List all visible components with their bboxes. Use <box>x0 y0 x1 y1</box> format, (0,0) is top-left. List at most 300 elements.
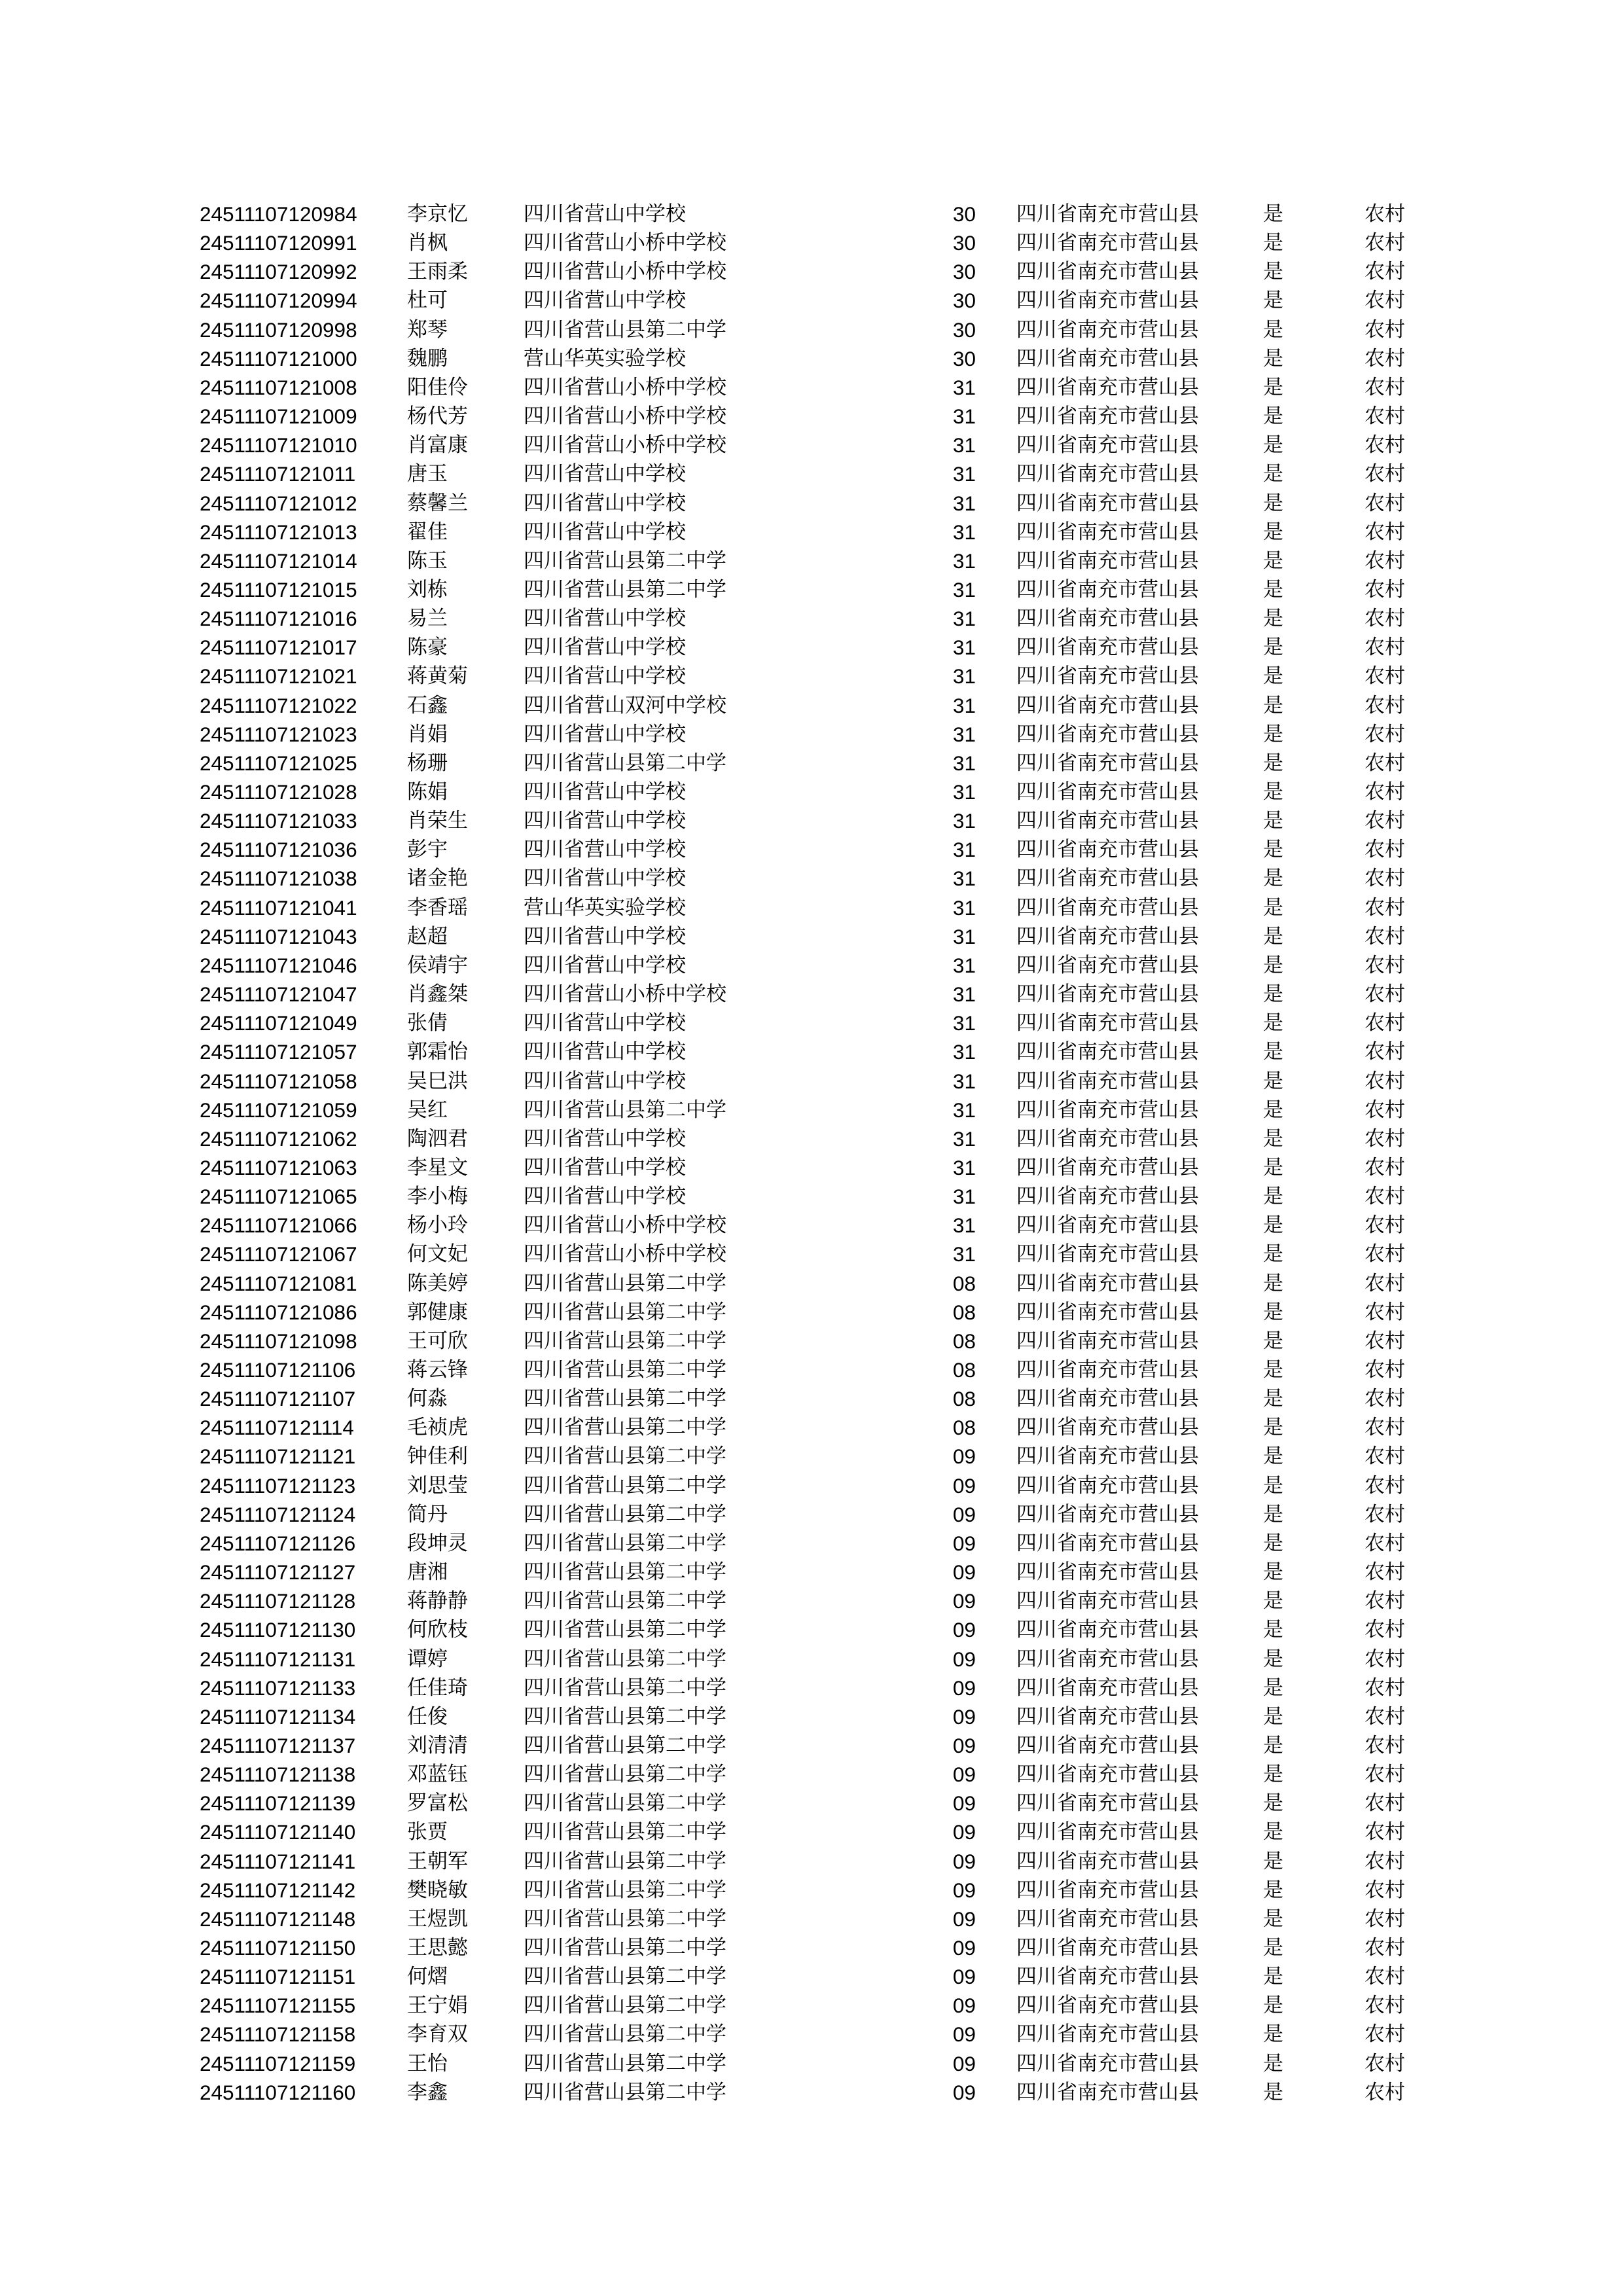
cell-id: 24511107121036 <box>200 838 357 862</box>
cell-school: 四川省营山中学校 <box>524 838 686 862</box>
cell-id: 24511107120984 <box>200 202 357 226</box>
cell-name: 李星文 <box>407 1156 468 1179</box>
cell-code: 31 <box>953 924 976 948</box>
cell-school: 四川省营山县第二中学 <box>524 1676 726 1700</box>
cell-flag: 是 <box>1263 1011 1283 1035</box>
cell-school: 四川省营山中学校 <box>524 924 686 948</box>
cell-region: 四川省南充市营山县 <box>1016 2051 1199 2075</box>
cell-type: 农村 <box>1364 1849 1405 1873</box>
cell-id: 24511107120994 <box>200 289 357 313</box>
table-row <box>0 1847 1623 1876</box>
cell-region: 四川省南充市营山县 <box>1016 1589 1199 1613</box>
cell-id: 24511107121015 <box>200 577 357 601</box>
cell-type: 农村 <box>1364 1358 1405 1382</box>
cell-flag: 是 <box>1263 1473 1283 1498</box>
cell-flag: 是 <box>1263 924 1283 948</box>
cell-code: 31 <box>953 520 976 544</box>
cell-school: 四川省营山县第二中学 <box>524 1907 726 1931</box>
table-row <box>0 749 1623 778</box>
cell-name: 唐玉 <box>407 462 448 486</box>
cell-code: 31 <box>953 1011 976 1035</box>
cell-region: 四川省南充市营山县 <box>1016 1965 1199 1989</box>
cell-id: 24511107121150 <box>200 1936 356 1960</box>
table-row <box>0 864 1623 893</box>
cell-region: 四川省南充市营山县 <box>1016 751 1199 775</box>
cell-region: 四川省南充市营山县 <box>1016 1936 1199 1960</box>
table-row <box>0 228 1623 257</box>
table-row <box>0 200 1623 228</box>
cell-id: 24511107120992 <box>200 260 357 284</box>
cell-region: 四川省南充市营山县 <box>1016 664 1199 689</box>
cell-flag: 是 <box>1263 1791 1283 1816</box>
cell-type: 农村 <box>1364 1531 1405 1555</box>
table-row <box>0 778 1623 806</box>
cell-school: 四川省营山县第二中学 <box>524 2022 726 2047</box>
cell-code: 31 <box>953 462 976 486</box>
cell-id: 24511107121063 <box>200 1156 357 1179</box>
cell-code: 31 <box>953 953 976 977</box>
cell-school: 四川省营山中学校 <box>524 722 686 746</box>
cell-code: 31 <box>953 1156 976 1179</box>
cell-flag: 是 <box>1263 1531 1283 1555</box>
cell-type: 农村 <box>1364 1791 1405 1816</box>
cell-flag: 是 <box>1263 520 1283 544</box>
cell-name: 任佳琦 <box>407 1676 468 1700</box>
cell-id: 24511107121137 <box>200 1733 356 1757</box>
cell-type: 农村 <box>1364 1126 1405 1151</box>
cell-region: 四川省南充市营山县 <box>1016 1416 1199 1440</box>
cell-type: 农村 <box>1364 953 1405 977</box>
cell-school: 四川省营山县第二中学 <box>524 2080 726 2104</box>
cell-region: 四川省南充市营山县 <box>1016 1733 1199 1757</box>
cell-flag: 是 <box>1263 722 1283 746</box>
cell-school: 四川省营山中学校 <box>524 953 686 977</box>
cell-region: 四川省南充市营山县 <box>1016 1994 1199 2018</box>
cell-type: 农村 <box>1364 751 1405 775</box>
cell-flag: 是 <box>1263 1849 1283 1873</box>
table-row <box>0 1182 1623 1211</box>
cell-id: 24511107121028 <box>200 780 357 804</box>
table-row <box>0 1471 1623 1500</box>
cell-type: 农村 <box>1364 1763 1405 1787</box>
cell-school: 四川省营山中学校 <box>524 462 686 486</box>
cell-name: 罗富松 <box>407 1791 468 1816</box>
table-row <box>0 1327 1623 1355</box>
cell-code: 09 <box>953 1647 976 1671</box>
cell-name: 杨珊 <box>407 751 448 775</box>
cell-type: 农村 <box>1364 1444 1405 1469</box>
table-row <box>0 1760 1623 1789</box>
cell-type: 农村 <box>1364 491 1405 515</box>
cell-code: 09 <box>953 1878 976 1902</box>
table-row <box>0 633 1623 662</box>
cell-type: 农村 <box>1364 1589 1405 1613</box>
cell-school: 营山华英实验学校 <box>524 346 686 370</box>
cell-id: 24511107121062 <box>200 1126 357 1151</box>
cell-name: 肖富康 <box>407 433 468 457</box>
cell-code: 09 <box>953 1907 976 1931</box>
table-row <box>0 1009 1623 1037</box>
cell-flag: 是 <box>1263 1156 1283 1179</box>
table-row <box>0 1096 1623 1124</box>
cell-school: 四川省营山小桥中学校 <box>524 260 726 284</box>
cell-name: 王可欣 <box>407 1329 468 1353</box>
cell-name: 魏鹏 <box>407 346 448 370</box>
cell-school: 四川省营山县第二中学 <box>524 1473 726 1498</box>
cell-school: 四川省营山中学校 <box>524 1069 686 1093</box>
cell-type: 农村 <box>1364 520 1405 544</box>
cell-flag: 是 <box>1263 2080 1283 2104</box>
cell-type: 农村 <box>1364 1242 1405 1266</box>
cell-region: 四川省南充市营山县 <box>1016 1647 1199 1671</box>
cell-region: 四川省南充市营山县 <box>1016 780 1199 804</box>
cell-id: 24511107121008 <box>200 375 357 399</box>
cell-region: 四川省南充市营山县 <box>1016 1849 1199 1873</box>
cell-flag: 是 <box>1263 1185 1283 1209</box>
cell-type: 农村 <box>1364 809 1405 833</box>
cell-code: 31 <box>953 1126 976 1151</box>
cell-code: 31 <box>953 1069 976 1093</box>
table-row <box>0 893 1623 922</box>
cell-region: 四川省南充市营山县 <box>1016 1704 1199 1729</box>
cell-school: 四川省营山县第二中学 <box>524 1849 726 1873</box>
cell-type: 农村 <box>1364 1733 1405 1757</box>
cell-name: 诸金艳 <box>407 867 468 891</box>
cell-code: 31 <box>953 751 976 775</box>
cell-school: 四川省营山县第二中学 <box>524 317 726 342</box>
cell-id: 24511107121124 <box>200 1502 356 1526</box>
cell-flag: 是 <box>1263 1965 1283 1989</box>
cell-flag: 是 <box>1263 693 1283 717</box>
cell-id: 24511107121134 <box>200 1704 356 1729</box>
cell-code: 30 <box>953 260 976 284</box>
table-row <box>0 1962 1623 1991</box>
cell-school: 四川省营山县第二中学 <box>524 1965 726 1989</box>
cell-id: 24511107121151 <box>200 1965 356 1989</box>
cell-flag: 是 <box>1263 433 1283 457</box>
cell-type: 农村 <box>1364 1907 1405 1931</box>
cell-region: 四川省南充市营山县 <box>1016 346 1199 370</box>
cell-name: 吴巳洪 <box>407 1069 468 1093</box>
cell-name: 侯靖宇 <box>407 953 468 977</box>
cell-region: 四川省南充市营山县 <box>1016 2080 1199 2104</box>
cell-name: 谭婷 <box>407 1647 448 1671</box>
cell-id: 24511107121126 <box>200 1531 356 1555</box>
table-row <box>0 1355 1623 1384</box>
cell-code: 08 <box>953 1358 976 1382</box>
cell-flag: 是 <box>1263 1502 1283 1526</box>
cell-school: 四川省营山中学校 <box>524 664 686 689</box>
cell-id: 24511107121025 <box>200 751 357 775</box>
cell-name: 刘思莹 <box>407 1473 468 1498</box>
table-row <box>0 1991 1623 2020</box>
cell-name: 何文妃 <box>407 1242 468 1266</box>
table-row <box>0 1933 1623 1962</box>
cell-name: 肖娟 <box>407 722 448 746</box>
cell-flag: 是 <box>1263 636 1283 660</box>
cell-school: 四川省营山中学校 <box>524 607 686 631</box>
cell-flag: 是 <box>1263 260 1283 284</box>
cell-code: 09 <box>953 1849 976 1873</box>
table-row <box>0 1124 1623 1153</box>
cell-code: 30 <box>953 346 976 370</box>
cell-region: 四川省南充市营山县 <box>1016 1358 1199 1382</box>
cell-flag: 是 <box>1263 953 1283 977</box>
cell-type: 农村 <box>1364 895 1405 920</box>
cell-region: 四川省南充市营山县 <box>1016 1069 1199 1093</box>
table-row <box>0 1645 1623 1674</box>
cell-code: 09 <box>953 1618 976 1642</box>
cell-school: 四川省营山县第二中学 <box>524 548 726 573</box>
cell-id: 24511107121127 <box>200 1560 356 1584</box>
cell-type: 农村 <box>1364 231 1405 255</box>
table-row <box>0 604 1623 633</box>
cell-code: 09 <box>953 1560 976 1584</box>
cell-name: 郭霜怡 <box>407 1040 468 1064</box>
table-row <box>0 547 1623 575</box>
cell-type: 农村 <box>1364 1011 1405 1035</box>
cell-id: 24511107121033 <box>200 809 357 833</box>
cell-region: 四川省南充市营山县 <box>1016 1213 1199 1238</box>
table-row <box>0 1153 1623 1182</box>
cell-type: 农村 <box>1364 1156 1405 1179</box>
cell-id: 24511107121141 <box>200 1849 356 1873</box>
table-row <box>0 1211 1623 1240</box>
cell-name: 陶泗君 <box>407 1126 468 1151</box>
cell-id: 24511107121057 <box>200 1040 357 1064</box>
cell-id: 24511107121160 <box>200 2080 356 2104</box>
cell-type: 农村 <box>1364 1213 1405 1238</box>
cell-region: 四川省南充市营山县 <box>1016 1300 1199 1324</box>
cell-id: 24511107121065 <box>200 1185 357 1209</box>
cell-region: 四川省南充市营山县 <box>1016 1242 1199 1266</box>
cell-school: 四川省营山中学校 <box>524 636 686 660</box>
cell-type: 农村 <box>1364 780 1405 804</box>
cell-code: 31 <box>953 491 976 515</box>
table-row <box>0 1905 1623 1933</box>
table-row <box>0 1442 1623 1471</box>
cell-region: 四川省南充市营山县 <box>1016 577 1199 601</box>
cell-name: 任俊 <box>407 1704 448 1729</box>
cell-school: 四川省营山县第二中学 <box>524 1589 726 1613</box>
table-row <box>0 951 1623 980</box>
table-row <box>0 1558 1623 1587</box>
table-row <box>0 402 1623 431</box>
cell-id: 24511107121059 <box>200 1098 357 1122</box>
cell-type: 农村 <box>1364 607 1405 631</box>
cell-flag: 是 <box>1263 404 1283 428</box>
table-row <box>0 1587 1623 1615</box>
table-row <box>0 431 1623 459</box>
cell-code: 08 <box>953 1271 976 1295</box>
cell-flag: 是 <box>1263 1069 1283 1093</box>
cell-code: 08 <box>953 1329 976 1353</box>
cell-type: 农村 <box>1364 838 1405 862</box>
cell-name: 郭健康 <box>407 1300 468 1324</box>
cell-code: 09 <box>953 1965 976 1989</box>
cell-name: 陈玉 <box>407 548 448 573</box>
table-row <box>0 1818 1623 1846</box>
cell-flag: 是 <box>1263 1098 1283 1122</box>
cell-id: 24511107121041 <box>200 895 357 920</box>
cell-type: 农村 <box>1364 1820 1405 1844</box>
cell-id: 24511107121010 <box>200 433 357 457</box>
cell-type: 农村 <box>1364 317 1405 342</box>
cell-flag: 是 <box>1263 1647 1283 1671</box>
cell-type: 农村 <box>1364 982 1405 1006</box>
cell-school: 四川省营山县第二中学 <box>524 1704 726 1729</box>
cell-code: 09 <box>953 1763 976 1787</box>
cell-id: 24511107121011 <box>200 462 356 486</box>
cell-region: 四川省南充市营山县 <box>1016 1791 1199 1816</box>
cell-region: 四川省南充市营山县 <box>1016 520 1199 544</box>
cell-type: 农村 <box>1364 433 1405 457</box>
table-row <box>0 1384 1623 1413</box>
cell-name: 肖鑫桀 <box>407 982 468 1006</box>
cell-code: 09 <box>953 1473 976 1498</box>
cell-code: 09 <box>953 1936 976 1960</box>
cell-flag: 是 <box>1263 2051 1283 2075</box>
cell-school: 四川省营山小桥中学校 <box>524 404 726 428</box>
cell-id: 24511107121043 <box>200 924 357 948</box>
cell-name: 石鑫 <box>407 693 448 717</box>
cell-type: 农村 <box>1364 2051 1405 2075</box>
cell-region: 四川省南充市营山县 <box>1016 260 1199 284</box>
cell-region: 四川省南充市营山县 <box>1016 1878 1199 1902</box>
cell-school: 四川省营山县第二中学 <box>524 1820 726 1844</box>
table-row <box>0 518 1623 547</box>
cell-flag: 是 <box>1263 346 1283 370</box>
cell-name: 何淼 <box>407 1387 448 1411</box>
cell-school: 四川省营山县第二中学 <box>524 2051 726 2075</box>
cell-region: 四川省南充市营山县 <box>1016 1618 1199 1642</box>
cell-school: 四川省营山双河中学校 <box>524 693 726 717</box>
cell-type: 农村 <box>1364 1473 1405 1498</box>
cell-id: 24511107121000 <box>200 346 357 370</box>
cell-id: 24511107121138 <box>200 1763 356 1787</box>
cell-name: 肖荣生 <box>407 809 468 833</box>
cell-school: 四川省营山中学校 <box>524 289 686 313</box>
cell-region: 四川省南充市营山县 <box>1016 433 1199 457</box>
cell-name: 毛祯虎 <box>407 1416 468 1440</box>
cell-name: 邓蓝钰 <box>407 1763 468 1787</box>
cell-flag: 是 <box>1263 1416 1283 1440</box>
cell-name: 郑琴 <box>407 317 448 342</box>
cell-id: 24511107121014 <box>200 548 357 573</box>
cell-school: 营山华英实验学校 <box>524 895 686 920</box>
cell-flag: 是 <box>1263 1878 1283 1902</box>
table-row <box>0 720 1623 749</box>
cell-school: 四川省营山中学校 <box>524 1126 686 1151</box>
cell-school: 四川省营山县第二中学 <box>524 1416 726 1440</box>
cell-flag: 是 <box>1263 548 1283 573</box>
cell-school: 四川省营山县第二中学 <box>524 1098 726 1122</box>
table-row <box>0 575 1623 604</box>
cell-school: 四川省营山中学校 <box>524 780 686 804</box>
cell-type: 农村 <box>1364 260 1405 284</box>
cell-region: 四川省南充市营山县 <box>1016 1126 1199 1151</box>
cell-school: 四川省营山小桥中学校 <box>524 1213 726 1238</box>
cell-school: 四川省营山小桥中学校 <box>524 1242 726 1266</box>
cell-school: 四川省营山小桥中学校 <box>524 231 726 255</box>
cell-type: 农村 <box>1364 1647 1405 1671</box>
cell-name: 钟佳利 <box>407 1444 468 1469</box>
table-row <box>0 1876 1623 1905</box>
cell-flag: 是 <box>1263 1444 1283 1469</box>
cell-region: 四川省南充市营山县 <box>1016 1098 1199 1122</box>
cell-flag: 是 <box>1263 895 1283 920</box>
cell-id: 24511107121021 <box>200 664 357 689</box>
cell-code: 08 <box>953 1387 976 1411</box>
cell-flag: 是 <box>1263 1329 1283 1353</box>
cell-flag: 是 <box>1263 809 1283 833</box>
cell-code: 31 <box>953 982 976 1006</box>
cell-code: 31 <box>953 577 976 601</box>
cell-flag: 是 <box>1263 1820 1283 1844</box>
cell-code: 09 <box>953 1676 976 1700</box>
cell-type: 农村 <box>1364 1994 1405 2018</box>
cell-name: 蒋黄菊 <box>407 664 468 689</box>
cell-id: 24511107121046 <box>200 953 357 977</box>
cell-id: 24511107121086 <box>200 1300 357 1324</box>
cell-region: 四川省南充市营山县 <box>1016 1444 1199 1469</box>
cell-type: 农村 <box>1364 1618 1405 1642</box>
cell-code: 30 <box>953 289 976 313</box>
cell-code: 09 <box>953 2051 976 2075</box>
cell-name: 赵超 <box>407 924 448 948</box>
cell-type: 农村 <box>1364 1069 1405 1093</box>
cell-flag: 是 <box>1263 1560 1283 1584</box>
cell-school: 四川省营山中学校 <box>524 1011 686 1035</box>
cell-id: 24511107121121 <box>200 1444 356 1469</box>
cell-school: 四川省营山县第二中学 <box>524 1444 726 1469</box>
cell-flag: 是 <box>1263 289 1283 313</box>
cell-id: 24511107121022 <box>200 693 357 717</box>
cell-type: 农村 <box>1364 1704 1405 1729</box>
cell-region: 四川省南充市营山县 <box>1016 924 1199 948</box>
cell-id: 24511107121128 <box>200 1589 356 1613</box>
cell-region: 四川省南充市营山县 <box>1016 1185 1199 1209</box>
cell-code: 31 <box>953 433 976 457</box>
cell-type: 农村 <box>1364 1878 1405 1902</box>
cell-id: 24511107121123 <box>200 1473 356 1498</box>
cell-region: 四川省南充市营山县 <box>1016 1473 1199 1498</box>
table-row <box>0 257 1623 286</box>
cell-school: 四川省营山中学校 <box>524 520 686 544</box>
cell-name: 吴红 <box>407 1098 448 1122</box>
cell-region: 四川省南充市营山县 <box>1016 982 1199 1006</box>
cell-name: 张倩 <box>407 1011 448 1035</box>
cell-name: 王煜凯 <box>407 1907 468 1931</box>
cell-region: 四川省南充市营山县 <box>1016 548 1199 573</box>
cell-school: 四川省营山县第二中学 <box>524 1791 726 1816</box>
cell-id: 24511107121142 <box>200 1878 356 1902</box>
cell-id: 24511107120991 <box>200 231 357 255</box>
cell-code: 31 <box>953 867 976 891</box>
cell-flag: 是 <box>1263 1936 1283 1960</box>
cell-name: 王雨柔 <box>407 260 468 284</box>
cell-id: 24511107121012 <box>200 491 357 515</box>
cell-code: 31 <box>953 664 976 689</box>
cell-flag: 是 <box>1263 375 1283 399</box>
cell-flag: 是 <box>1263 231 1283 255</box>
cell-id: 24511107121133 <box>200 1676 356 1700</box>
cell-code: 09 <box>953 1704 976 1729</box>
table-row <box>0 806 1623 835</box>
cell-region: 四川省南充市营山县 <box>1016 1011 1199 1035</box>
cell-id: 24511107121106 <box>200 1358 356 1382</box>
cell-flag: 是 <box>1263 607 1283 631</box>
